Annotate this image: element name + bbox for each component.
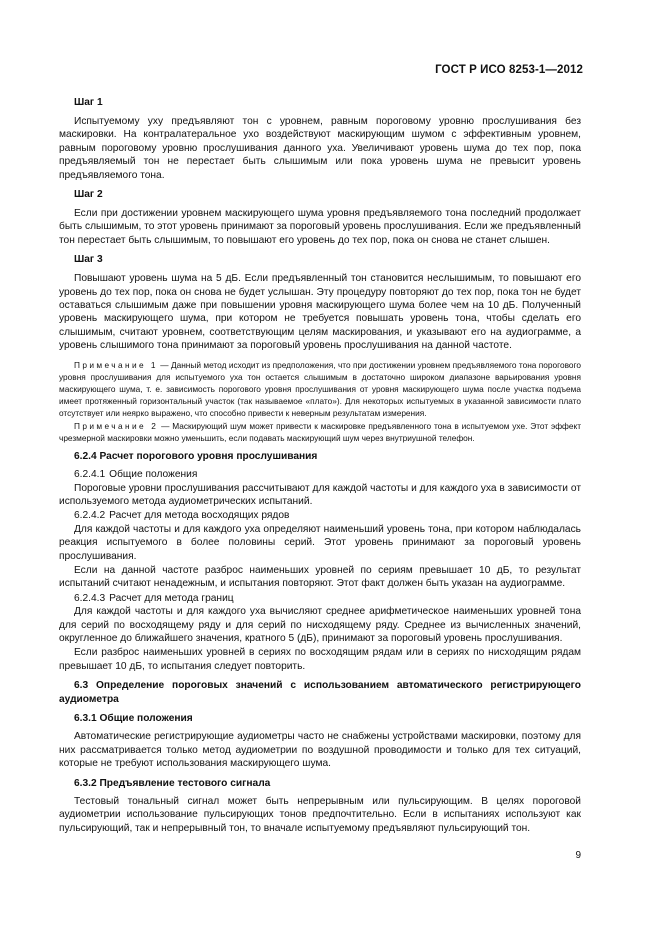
- section-6-2-4-2-text-2: Если на данной частоте разброс наименьших уровней по сериям превышает 10 дБ, то результат испытаний считают ненадежным, и испытания повторяют. Этот факт должен быть указан на аудиограмме.: [59, 564, 581, 590]
- section-6-2-4-3-title: Расчет для метода границ: [109, 592, 234, 604]
- section-6-2-4-3-heading: [59, 592, 581, 605]
- section-6-3-1-title: 6.3.1 Общие положения: [74, 713, 193, 724]
- note-2: [59, 420, 581, 444]
- step-3-title: Шаг 3: [74, 254, 103, 266]
- section-6-2-4-1-title: Общие положения: [109, 469, 198, 481]
- section-6-3-title: 6.3 Определение пороговых значений с использованием автоматического регистрирующего аудиометра: [59, 680, 581, 705]
- section-6-2-4-2-heading: [59, 509, 581, 522]
- section-6-2-4-3-text-1: Для каждой частоты и для каждого уха вычисляют среднее арифметическое наименьших уровней тона для серий по восходящему ряду и для серий по нисходящему ряду. Среднее из вычисленных значений, округленное до ближайшего значения, кратного 5 (дБ), принимают за пороговый уровень прослушивания.: [59, 606, 581, 644]
- document-header: ГОСТ Р ИСО 8253-1—2012: [435, 64, 583, 76]
- section-6-3-2-title: 6.3.2 Предъявление тестового сигнала: [74, 777, 271, 789]
- section-6-2-4-1-number: 6.2.4.1: [74, 469, 106, 481]
- step-2-title: Шаг 2: [74, 189, 103, 201]
- note-2-label: Примечание 2: [74, 420, 159, 431]
- section-6-2-4-3-number: 6.2.4.3: [74, 592, 106, 604]
- section-6-2-4-1-heading: [59, 468, 581, 481]
- section-6-3-2-text: Тестовый тональный сигнал может быть непрерывным или пульсирующим. В целях пороговой аудиометрии использование пульсирующих тонов предпочтительно. Если в испытаниях используют как пульсирующий, так и непрерывный тон, то вначале испытуемому предъявляют пульсирующий тон.: [59, 796, 581, 834]
- section-6-2-4-title: 6.2.4 Расчет порогового уровня прослушивания: [74, 450, 318, 462]
- step-3-text: Повышают уровень шума на 5 дБ. Если предъявленный тон становится неслышимым, то повышают его уровень до тех пор, пока он снова не будет услышан. Эту процедуру повторяют до тех пор, пока тон не будет оставаться слышимым даже при повышении уровня маскирующего шума более чем на 10 дБ. Полученный уровень маскирующего шума, при котором не требуется повышать уровень тона, чтобы сделать его слышимым, считают уровнем, соответствующим целям маскирования, и указывают его на аудиограмме, а уровень слышимого тона принимают за пороговый уровень прослушивания на данной частоте.: [59, 273, 581, 352]
- section-6-2-4-2-title: Расчет для метода восходящих рядов: [109, 510, 290, 522]
- note-1-text: — Данный метод исходит из предположения, что при достижении уровнем предъявляемого тона порогового уровня прослушивания для испытуемого уха тон остается слышимым в достаточно широком диапазоне варьирования уровня маскирующего шума, т. е. зависимость порогового уровня прослушивания от уровня маскирующего шума после участка подъема имеет протяженный горизонтальный участок (так называемое «плато»). Для некоторых испытуемых в указанной зависимости плато отсутствует или неярко выражено, что способно привести к неверным результатам измерения.: [59, 359, 581, 418]
- section-6-2-4-3-text-2: Если разброс наименьших уровней в сериях по восходящим рядам или в сериях по нисходящим рядам превышает 10 дБ, то испытания следует повторить.: [59, 647, 581, 672]
- step-2-text: Если при достижении уровнем маскирующего шума уровня предъявляемого тона последний продолжает быть слышимым, то этот уровень принимают за пороговый уровень прослушивания. Если же предъявленный тон перестает быть слышимым, то повышают его уровень до тех пор, пока он снова не станет слышен.: [59, 208, 581, 246]
- section-6-2-4-2-text-1: Для каждой частоты и для каждого уха определяют наименьший уровень тона, при котором наблюдалась реакция испытуемого в более половины серий. Этот уровень принимают за пороговый уровень прослушивания.: [59, 523, 581, 562]
- note-1-label: Примечание 1: [74, 359, 158, 370]
- note-1: [59, 359, 581, 419]
- section-6-2-4-2-number: 6.2.4.2: [74, 510, 106, 522]
- page-content: [59, 96, 581, 836]
- section-6-2-4-1-text: Пороговые уровни прослушивания рассчитывают для каждой частоты и для каждого уха в зависимости от используемого метода аудиометрических испытаний.: [59, 482, 581, 507]
- step-1-title: Шаг 1: [74, 97, 103, 108]
- step-1-text: Испытуемому уху предъявляют тон с уровнем, равным пороговому уровню прослушивания без маскировки. На контралатеральное ухо воздействуют маскирующим шумом с эффективным уровнем, равным пороговому уровню прослушивания данного уха. Увеличивают уровень шума до тех пор, пока предъявляемый тон не перестает быть слышимым или пока уровень шума не превысит уровень предъявляемого тона.: [59, 116, 581, 181]
- note-2-text: — Маскирующий шум может привести к маскировке предъявленного тона в испытуемом ухе. Этот эффект чрезмерной маскировки можно уменьшить, если подавать маскирующий шум через внутриушной телефон.: [59, 420, 582, 443]
- section-6-3-1-text: Автоматические регистрирующие аудиометры часто не снабжены устройствами маскировки, поэтому для них рассматривается только метод аудиометрии по воздушной проводимости и только для тех ситуаций, которые не требуют использования маскирующего шума.: [59, 731, 581, 770]
- page-number: 9: [575, 850, 581, 861]
